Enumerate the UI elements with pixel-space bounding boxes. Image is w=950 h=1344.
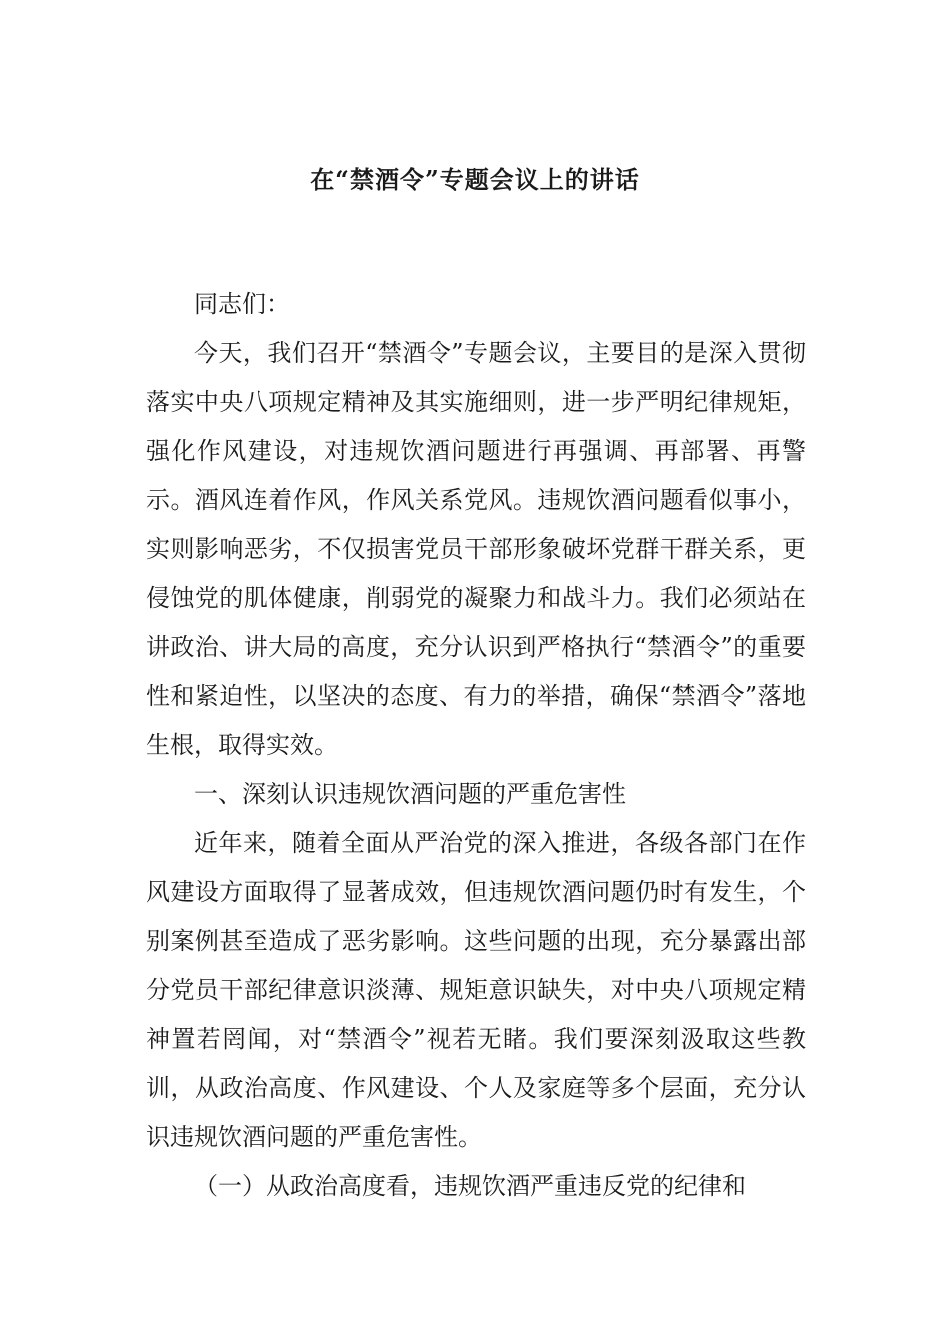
- paragraph-section-1: 近年来，随着全面从严治党的深入推进，各级各部门在作风建设方面取得了显著成效，但违规饮酒问题仍时有发生，个别案例甚至造成了恶劣影响。这些问题的出现，充分暴露出部分党员干部纪律意识淡薄、规矩意识缺失，对中央八项规定精神置若罔闻，对“禁酒令”视若无睹。我们要深刻汲取这些教训，从政治高度、作风建设、个人及家庭等多个层面，充分认识违规饮酒问题的严重危害性。: [146, 829, 806, 1151]
- document-title: 在“禁酒令”专题会议上的讲话: [310, 165, 640, 194]
- salutation: 同志们：: [194, 290, 290, 318]
- paragraph-intro: 今天，我们召开“禁酒令”专题会议，主要目的是深入贯彻落实中央八项规定精神及其实施细则，进一步严明纪律规矩，强化作风建设，对违规饮酒问题进行再强调、再部署、再警示。酒风连着作风，作风关系党风。违规饮酒问题看似事小，实则影响恶劣，不仅损害党员干部形象破坏党群干群关系，更侵蚀党的肌体健康，削弱党的凝聚力和战斗力。我们必须站在讲政治、讲大局的高度，充分认识到严格执行“禁酒令”的重要性和紧迫性，以坚决的态度、有力的举措，确保“禁酒令”落地生根，取得实效。: [146, 339, 806, 759]
- document-body: [146, 280, 806, 1211]
- subsection-heading-1: （一）从政治高度看，违规饮酒严重违反党的纪律和: [194, 1172, 746, 1200]
- section-heading-1: 一、深刻认识违规饮酒问题的严重危害性: [194, 780, 626, 808]
